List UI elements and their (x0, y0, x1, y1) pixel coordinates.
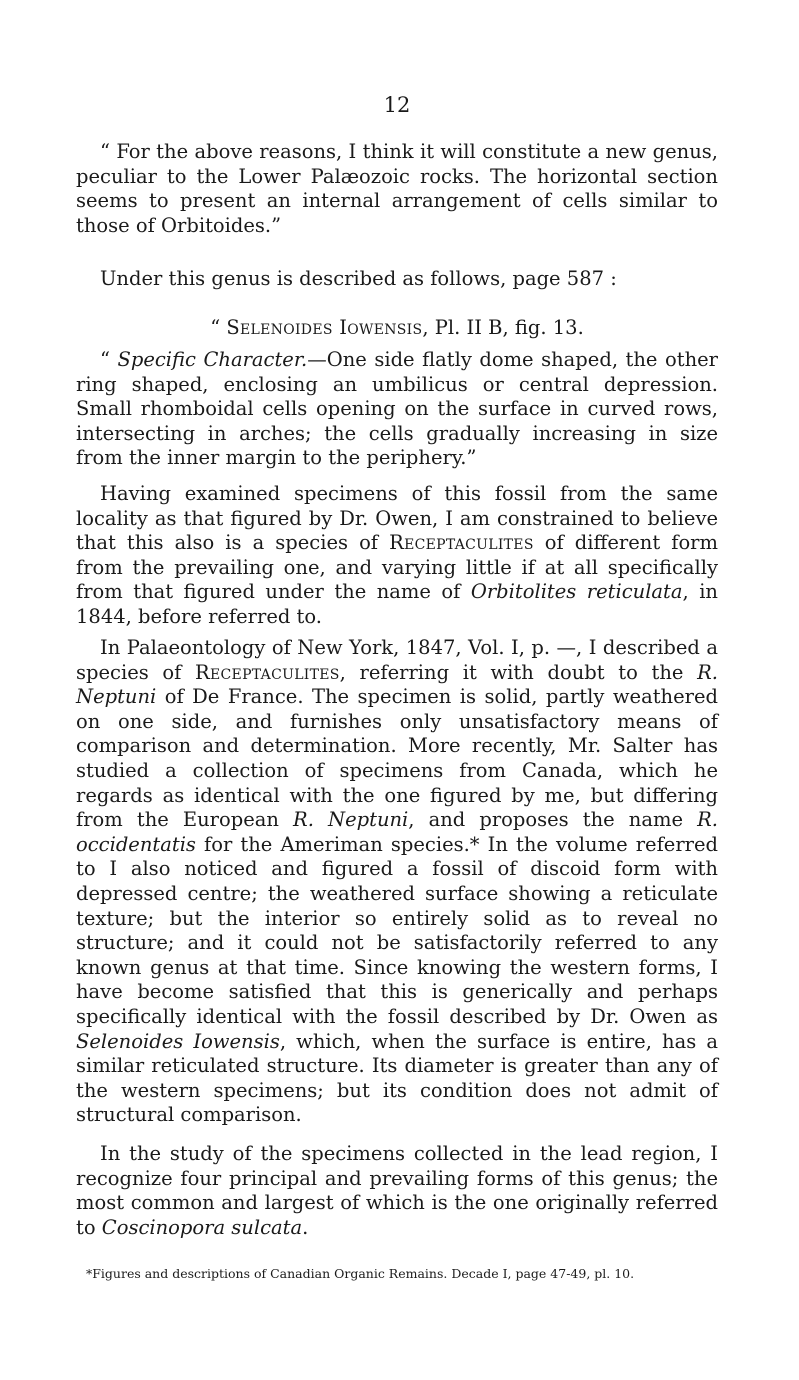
specific-character-quote: “ (100, 348, 118, 371)
quote-paragraph: “ For the above reasons, I think it will constitute a new genus, peculiar to the Lower Palæozoic rocks. The horizontal section seems to present an internal arrangement of cells similar to those of Orbitoides.” (76, 140, 718, 237)
examined-text-3: , in 1844, before referred to. (76, 580, 718, 628)
palaeontology-species-3: R. occidentatis (76, 808, 718, 856)
paragraph-palaeontology (76, 636, 718, 1128)
examined-text-2: of different form from the prevailing one, and varying little if at all specifically from that figured under the name of (76, 531, 718, 604)
specific-character-text: —One side flatly dome shaped, the other ring shaped, enclosing an umbilicus or central depression. Small rhomboidal cells opening on the surface in curved rows, intersecting in arches; the cells gradually increasing in size from the inner margin to the periphery.” (76, 348, 718, 470)
specific-character-paragraph (76, 348, 718, 471)
palaeontology-genus: Receptaculites (195, 660, 340, 684)
study-text-1: In the study of the specimens collected in the lead region, I recognize four principal and prevailing forms of this genus; the most common and largest of which is the one originally referred to (76, 1142, 718, 1239)
intro-line: Under this genus is described as follows, page 587 : (100, 267, 617, 290)
palaeontology-text-3: of De France. The specimen is solid, partly weathered on one side, and furnishes only unsatisfactory means of comparison and determination. More recently, Mr. Salter has studied a collection of specimens from Canada, which he regards as identical with the one figured by me, but differing from the European (76, 685, 718, 832)
examined-text-1: Having examined specimens of this fossil from the same locality as that figured by Dr. Owen, I am constrained to believe that this also is a species of (76, 482, 718, 555)
palaeontology-text-5: for the Ameriman species.* In the volume referred to I also noticed and figured a fossil of discoid form with depressed centre; the weathered surface showing a reticulate texture; but the interior so entirely solid as to reveal no structure; and it could not be satisfactorily referred to any known genus at that time. Since knowing the western forms, I have become satisfied that this is generically and perhaps specifically identical with the fossil described by Dr. Owen as (76, 832, 718, 1028)
palaeontology-text-2: , referring it with doubt to the (339, 660, 698, 684)
palaeontology-text-1: In Palaeontology of New York, 1847, Vol. I, p. —, I described a species of (76, 636, 718, 684)
palaeontology-text-4: , and proposes the name (408, 808, 698, 832)
paragraph-study (76, 1142, 718, 1240)
species-heading-quote: “ (210, 316, 227, 339)
book-page (76, 0, 718, 1380)
palaeontology-species-1: R. Neptuni (76, 660, 719, 709)
paragraph-examined (76, 482, 718, 630)
specific-character-label: Specific Character. (117, 348, 308, 371)
palaeontology-species-4: Selenoides Iowensis (76, 1029, 280, 1053)
species-heading-reference: , Pl. II B, fig. 13. (422, 316, 584, 339)
species-heading (76, 316, 718, 341)
study-species: Coscinopora sulcata (101, 1215, 303, 1239)
examined-species: Orbitolites reticulata (470, 580, 683, 604)
palaeontology-text-6: , which, when the surface is entire, has a similar reticulated structure. Its diameter is greater than any of the western specimens; but its condition does not admit of structural comparison. (76, 1029, 718, 1127)
footnote: *Figures and descriptions of Canadian Organic Remains. Decade I, page 47-49, pl. 10. (86, 1266, 635, 1281)
page-number: 12 (383, 93, 411, 117)
study-text-2: . (302, 1215, 309, 1239)
palaeontology-species-2: R. Neptuni (293, 808, 409, 832)
examined-genus: Receptaculites (389, 531, 534, 555)
species-heading-name: Selenoides Iowensis (226, 316, 423, 339)
